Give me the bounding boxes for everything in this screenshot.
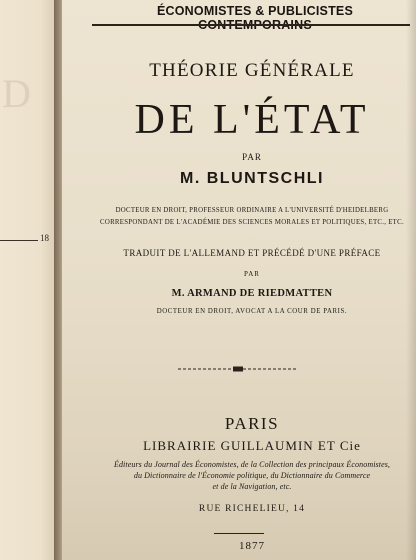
title-line-1: THÉORIE GÉNÉRALE xyxy=(149,60,355,81)
publisher-address: RUE RICHELIEU, 14 xyxy=(198,504,306,514)
translator-credentials: DOCTEUR EN DROIT, AVOCAT A LA COUR DE PARIS. xyxy=(156,308,348,315)
publisher-note-line-1: Éditeurs du Journal des Économistes, de la Collection des principaux Économistes, xyxy=(113,460,391,469)
left-facing-page xyxy=(0,0,58,560)
translation-note: TRADUIT DE L'ALLEMAND ET PRÉCÉDÉ D'UNE PRÉFACE xyxy=(123,248,381,258)
series-heading: ÉCONOMISTES & PUBLICISTES xyxy=(157,4,353,18)
author-credentials-line-2: CORRESPONDANT DE L'ACADÉMIE DES SCIENCES MORALES ET POLITIQUES, ETC., ETC. xyxy=(100,219,404,226)
by-label: PAR xyxy=(242,152,262,162)
by-label-2: PAR xyxy=(244,270,260,278)
bleed-through-shadow: D xyxy=(2,71,37,116)
publication-year: 1877 xyxy=(239,540,265,552)
publisher-note-line-3: et de la Navigation, etc. xyxy=(212,482,292,491)
publisher-name: LIBRAIRIE GUILLAUMIN ET Cie xyxy=(143,438,361,453)
author-name: M. BLUNTSCHLI xyxy=(180,170,324,187)
left-page-number: 18 xyxy=(40,233,49,243)
left-page-rule xyxy=(0,240,38,241)
publication-place: PARIS xyxy=(224,414,280,433)
publisher-note-line-2: du Dictionnaire de l'Économie politique, du Dictionnaire du Commerce xyxy=(133,471,371,480)
translator-name: M. ARMAND DE RIEDMATTEN xyxy=(171,288,333,299)
title-line-2: DE L'ÉTAT xyxy=(134,97,370,143)
ornament-rule-icon xyxy=(178,365,298,373)
year-rule xyxy=(214,533,264,534)
author-credentials-line-1: DOCTEUR EN DROIT, PROFESSEUR ORDINAIRE A L'UNIVERSITÉ D'HEIDELBERG xyxy=(115,207,389,214)
series-rule xyxy=(92,24,410,26)
title-page xyxy=(62,0,416,560)
